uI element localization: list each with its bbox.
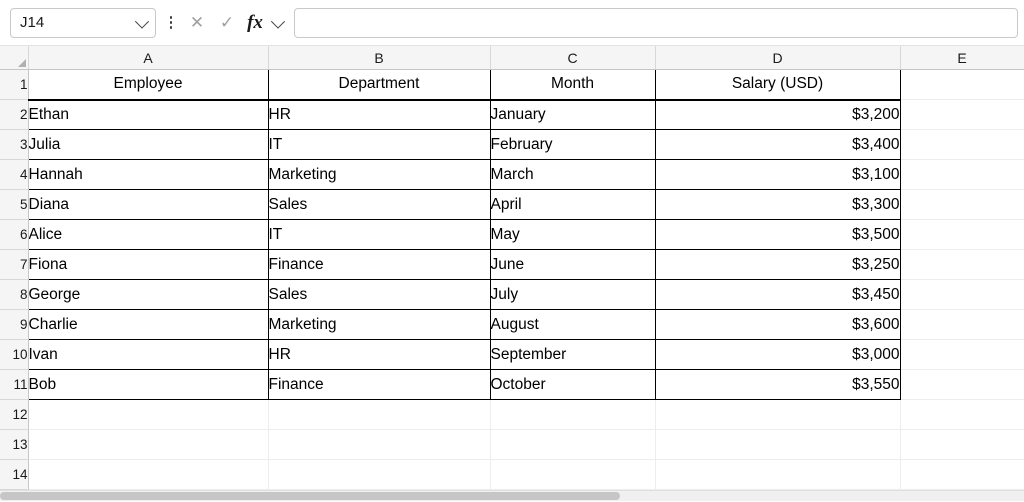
cell-e2[interactable] (900, 100, 1024, 130)
row-header-7[interactable]: 7 (0, 250, 28, 280)
cell-c4[interactable]: March (490, 160, 655, 190)
cell-c2[interactable]: January (490, 100, 655, 130)
table-row (0, 100, 1024, 130)
table-row (0, 400, 1024, 430)
row-header-1[interactable]: 1 (0, 70, 28, 100)
cell-c14[interactable] (490, 460, 655, 490)
cell-c10[interactable]: September (490, 340, 655, 370)
cell-a1[interactable]: Employee (28, 70, 268, 100)
cell-e4[interactable] (900, 160, 1024, 190)
cell-d3[interactable]: $3,400 (655, 130, 900, 160)
column-header-b[interactable]: B (268, 46, 490, 70)
cell-b9[interactable]: Marketing (268, 310, 490, 340)
cell-a12[interactable] (28, 400, 268, 430)
cell-d8[interactable]: $3,450 (655, 280, 900, 310)
column-header-c[interactable]: C (490, 46, 655, 70)
cell-b7[interactable]: Finance (268, 250, 490, 280)
table-row (0, 130, 1024, 160)
cell-e8[interactable] (900, 280, 1024, 310)
cell-c1[interactable]: Month (490, 70, 655, 100)
cell-b3[interactable]: IT (268, 130, 490, 160)
cell-c9[interactable]: August (490, 310, 655, 340)
formula-expand-chevron-icon[interactable] (268, 8, 288, 38)
cell-b10[interactable]: HR (268, 340, 490, 370)
row-header-6[interactable]: 6 (0, 220, 28, 250)
fx-icon[interactable]: fx (247, 12, 263, 33)
cell-a4[interactable]: Hannah (28, 160, 268, 190)
chevron-down-icon[interactable] (129, 18, 155, 28)
close-icon[interactable]: ✕ (189, 13, 205, 32)
cell-b13[interactable] (268, 430, 490, 460)
cell-e5[interactable] (900, 190, 1024, 220)
cell-d12[interactable] (655, 400, 900, 430)
cell-c5[interactable]: April (490, 190, 655, 220)
cell-a11[interactable]: Bob (28, 370, 268, 400)
cell-d2[interactable]: $3,200 (655, 100, 900, 130)
table-row (0, 190, 1024, 220)
spreadsheet-grid[interactable] (0, 46, 1024, 501)
row-header-5[interactable]: 5 (0, 190, 28, 220)
cell-c7[interactable]: June (490, 250, 655, 280)
cell-c11[interactable]: October (490, 370, 655, 400)
row-header-2[interactable]: 2 (0, 100, 28, 130)
row-header-12[interactable]: 12 (0, 400, 28, 430)
cell-d1[interactable]: Salary (USD) (655, 70, 900, 100)
table-row (0, 460, 1024, 490)
cell-a13[interactable] (28, 430, 268, 460)
cell-e1[interactable] (900, 70, 1024, 100)
row-header-10[interactable]: 10 (0, 340, 28, 370)
table-row (0, 340, 1024, 370)
cell-a7[interactable]: Fiona (28, 250, 268, 280)
cell-e11[interactable] (900, 370, 1024, 400)
formula-bar (0, 0, 1024, 46)
cell-e6[interactable] (900, 220, 1024, 250)
cell-e12[interactable] (900, 400, 1024, 430)
cell-a14[interactable] (28, 460, 268, 490)
cell-b6[interactable]: IT (268, 220, 490, 250)
cell-b2[interactable]: HR (268, 100, 490, 130)
cell-b5[interactable]: Sales (268, 190, 490, 220)
cell-a10[interactable]: Ivan (28, 340, 268, 370)
cell-c13[interactable] (490, 430, 655, 460)
column-header-row (0, 46, 1024, 70)
horizontal-scrollbar-thumb[interactable] (0, 492, 620, 500)
column-header-d[interactable]: D (655, 46, 900, 70)
table-row (0, 250, 1024, 280)
cell-d6[interactable]: $3,500 (655, 220, 900, 250)
table-row (0, 280, 1024, 310)
cell-b12[interactable] (268, 400, 490, 430)
cell-a6[interactable]: Alice (28, 220, 268, 250)
cell-a9[interactable]: Charlie (28, 310, 268, 340)
table-row (0, 160, 1024, 190)
row-header-4[interactable]: 4 (0, 160, 28, 190)
cell-d5[interactable]: $3,300 (655, 190, 900, 220)
cell-b11[interactable]: Finance (268, 370, 490, 400)
row-header-9[interactable]: 9 (0, 310, 28, 340)
kebab-menu-icon[interactable] (160, 8, 182, 38)
check-icon[interactable]: ✓ (219, 13, 235, 32)
row-header-13[interactable]: 13 (0, 430, 28, 460)
cell-a8[interactable]: George (28, 280, 268, 310)
cell-e9[interactable] (900, 310, 1024, 340)
row-header-3[interactable]: 3 (0, 130, 28, 160)
cell-e14[interactable] (900, 460, 1024, 490)
cell-c8[interactable]: July (490, 280, 655, 310)
cell-d10[interactable]: $3,000 (655, 340, 900, 370)
cell-e13[interactable] (900, 430, 1024, 460)
cell-d14[interactable] (655, 460, 900, 490)
cell-b14[interactable] (268, 460, 490, 490)
cell-e7[interactable] (900, 250, 1024, 280)
sheet-body (0, 70, 1024, 490)
cell-a5[interactable]: Diana (28, 190, 268, 220)
row-header-8[interactable]: 8 (0, 280, 28, 310)
cell-e3[interactable] (900, 130, 1024, 160)
cell-d13[interactable] (655, 430, 900, 460)
cell-a3[interactable]: Julia (28, 130, 268, 160)
table-row (0, 220, 1024, 250)
cell-e10[interactable] (900, 340, 1024, 370)
row-header-11[interactable]: 11 (0, 370, 28, 400)
formula-input[interactable] (294, 8, 1018, 38)
column-header-e[interactable]: E (900, 46, 1024, 70)
cell-a2[interactable]: Ethan (28, 100, 268, 130)
cell-b8[interactable]: Sales (268, 280, 490, 310)
cell-c3[interactable]: February (490, 130, 655, 160)
cell-b4[interactable]: Marketing (268, 160, 490, 190)
cell-b1[interactable]: Department (268, 70, 490, 100)
table-row (0, 310, 1024, 340)
cell-d4[interactable]: $3,100 (655, 160, 900, 190)
table-row (0, 430, 1024, 460)
column-header-a[interactable]: A (28, 46, 268, 70)
select-all-corner[interactable] (0, 46, 28, 70)
cell-c12[interactable] (490, 400, 655, 430)
cell-d7[interactable]: $3,250 (655, 250, 900, 280)
sheet-table (0, 46, 1024, 490)
row-header-14[interactable]: 14 (0, 460, 28, 490)
name-box-value: J14 (20, 14, 45, 31)
horizontal-scrollbar[interactable] (0, 490, 1024, 501)
table-row (0, 70, 1024, 100)
cell-c6[interactable]: May (490, 220, 655, 250)
table-row (0, 370, 1024, 400)
cell-d11[interactable]: $3,550 (655, 370, 900, 400)
name-box[interactable] (10, 8, 156, 38)
cell-d9[interactable]: $3,600 (655, 310, 900, 340)
